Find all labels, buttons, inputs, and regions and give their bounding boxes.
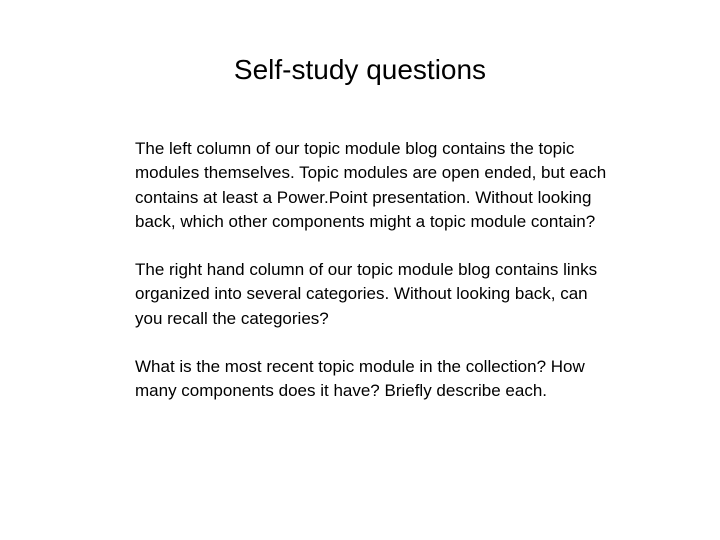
question-list: [135, 137, 610, 404]
slide-title: Self-study questions: [233, 54, 487, 85]
question-2: The right hand column of our topic module blog contains links organized into several categories. Without looking back, can you recall the categories?: [135, 260, 598, 328]
question-1: The left column of our topic module blog contains the topic modules themselves. Topic modules are open ended, but each contains at least a Power.Point presentation. Without looking back, which other components might a topic module contain?: [135, 139, 607, 231]
question-3: What is the most recent topic module in the collection? How many components does it have? Briefly describe each.: [135, 357, 585, 401]
